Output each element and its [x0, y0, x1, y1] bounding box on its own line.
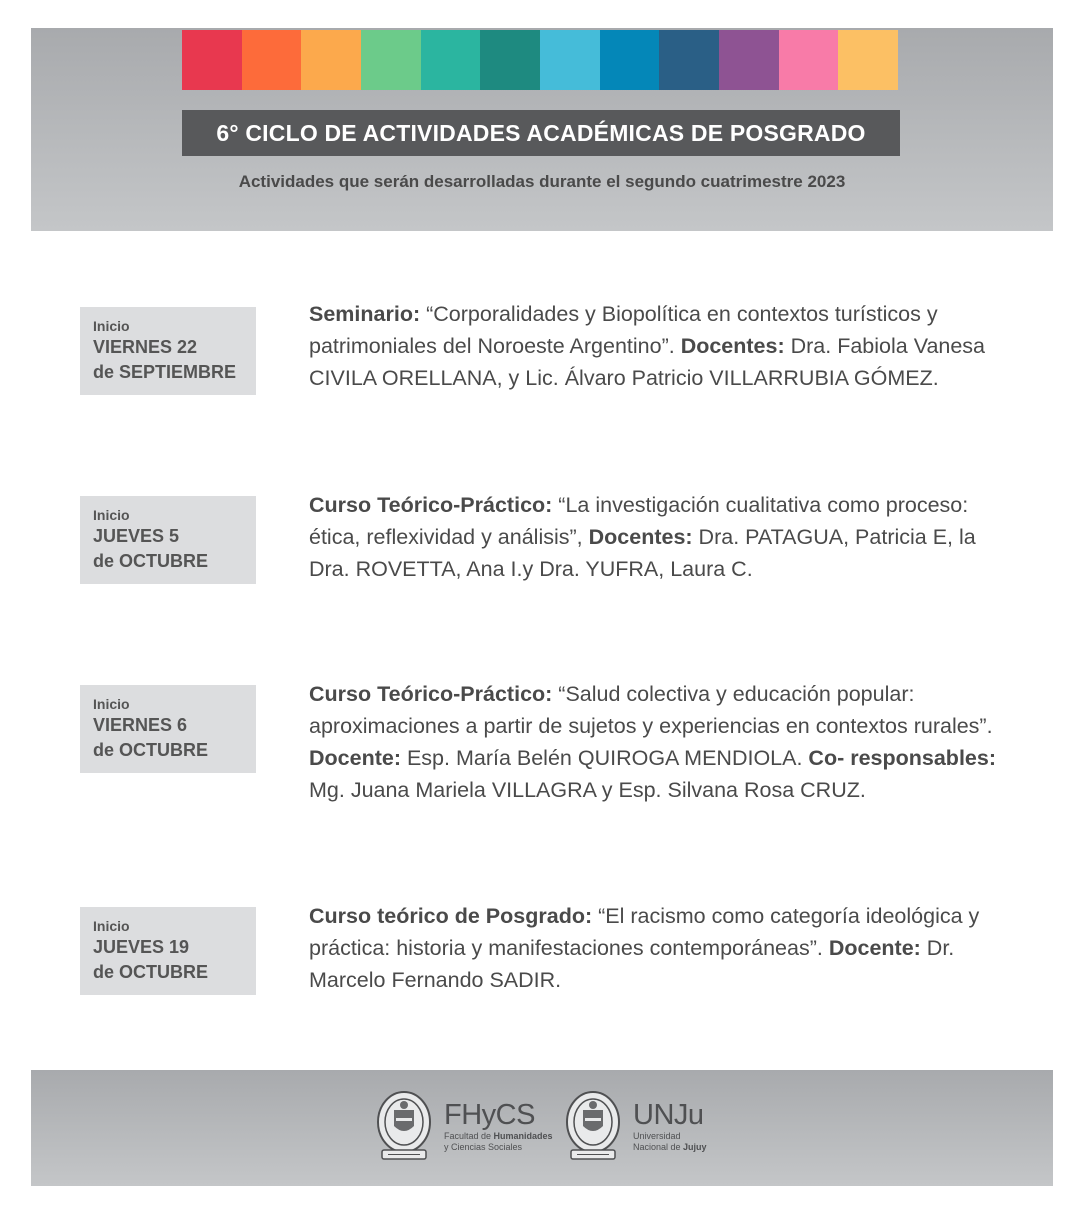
activity-title: “Salud colectiva y educación popular: aproximaciones a partir de sujetos y experiencias en contextos rurales”. — [309, 682, 993, 738]
co-responsible-label: Co- responsables: — [808, 746, 996, 770]
start-month: de OCTUBRE — [93, 740, 209, 760]
page-title: 6° CICLO DE ACTIVIDADES ACADÉMICAS DE POSGRADO — [182, 110, 900, 156]
start-day: JUEVES 19 — [93, 937, 190, 957]
color-swatch — [540, 30, 600, 90]
start-month: de OCTUBRE — [93, 962, 209, 982]
activity-title: “El racismo como categoría ideológica y práctica: historia y manifestaciones contemporáneas”. — [309, 904, 980, 960]
start-label: Inicio — [93, 696, 130, 712]
page-subtitle: Actividades que serán desarrolladas durante el segundo cuatrimestre 2023 — [238, 172, 846, 191]
activity-description — [309, 678, 999, 806]
activity-title: “Corporalidades y Biopolítica en contextos turísticos y patrimoniales del Noroeste Argentino”. — [309, 302, 938, 358]
color-swatch — [301, 30, 361, 90]
university-seal-icon — [374, 1088, 434, 1164]
start-label: Inicio — [93, 918, 130, 934]
teachers-label: Docentes: — [680, 334, 785, 358]
teachers-names: Dra. PATAGUA, Patricia E, la Dra. ROVETTA, Ana I.y Dra. YUFRA, Laura C. — [309, 525, 976, 581]
start-date-box — [80, 907, 256, 995]
teachers-names: Dra. Fabiola Vanesa CIVILA ORELLANA, y Lic. Álvaro Patricio VILLARRUBIA GÓMEZ. — [309, 334, 986, 390]
header-banner — [31, 28, 1053, 231]
color-swatch — [838, 30, 898, 90]
start-date-box — [80, 307, 256, 395]
activity-description — [309, 489, 999, 585]
color-swatch — [182, 30, 242, 90]
fhycs-name: FHyCS — [444, 1099, 535, 1131]
activity-type: Seminario: — [309, 302, 421, 326]
start-day: VIERNES 6 — [93, 715, 188, 735]
color-swatch — [719, 30, 779, 90]
color-swatch — [421, 30, 481, 90]
start-month: de SEPTIEMBRE — [93, 362, 237, 382]
color-strip — [182, 30, 898, 90]
teacher-name: Esp. María Belén QUIROGA MENDIOLA. — [400, 746, 809, 770]
color-swatch — [659, 30, 719, 90]
start-month: de OCTUBRE — [93, 551, 209, 571]
fhycs-logo — [374, 1088, 553, 1164]
teacher-label: Docente: — [309, 746, 401, 770]
unju-fullname: Universidad Nacional de Jujuy — [633, 1131, 707, 1152]
teacher-label: Docente: — [828, 936, 921, 960]
start-date-box — [80, 685, 256, 773]
color-swatch — [779, 30, 839, 90]
color-swatch — [480, 30, 540, 90]
teachers-label: Docentes: — [588, 525, 693, 549]
footer-banner — [31, 1070, 1053, 1186]
color-swatch — [361, 30, 421, 90]
fhycs-logo-text — [444, 1099, 553, 1153]
color-swatch — [242, 30, 302, 90]
start-label: Inicio — [93, 318, 130, 334]
activity-description — [309, 900, 999, 996]
start-day: JUEVES 5 — [93, 526, 180, 546]
university-seal-icon — [563, 1088, 623, 1164]
unju-logo-text — [633, 1099, 707, 1153]
fhycs-fullname: Facultad de Humanidades y Ciencias Sociales — [444, 1131, 553, 1152]
unju-name: UNJu — [633, 1099, 704, 1131]
color-swatch — [600, 30, 660, 90]
activity-type: Curso Teórico-Práctico: — [309, 682, 553, 706]
start-day: VIERNES 22 — [93, 337, 198, 357]
activity-description — [309, 298, 999, 394]
activity-type: Curso Teórico-Práctico: — [309, 493, 553, 517]
activity-type: Curso teórico de Posgrado: — [309, 904, 593, 928]
activity-title: “La investigación cualitativa como proceso: ética, reflexividad y análisis”, — [309, 493, 969, 549]
co-responsible-names: Mg. Juana Mariela VILLAGRA y Esp. Silvana Rosa CRUZ. — [309, 778, 866, 802]
unju-logo — [563, 1088, 707, 1164]
teacher-name: Dr. Marcelo Fernando SADIR. — [309, 936, 955, 992]
start-date-box — [80, 496, 256, 584]
start-label: Inicio — [93, 507, 130, 523]
